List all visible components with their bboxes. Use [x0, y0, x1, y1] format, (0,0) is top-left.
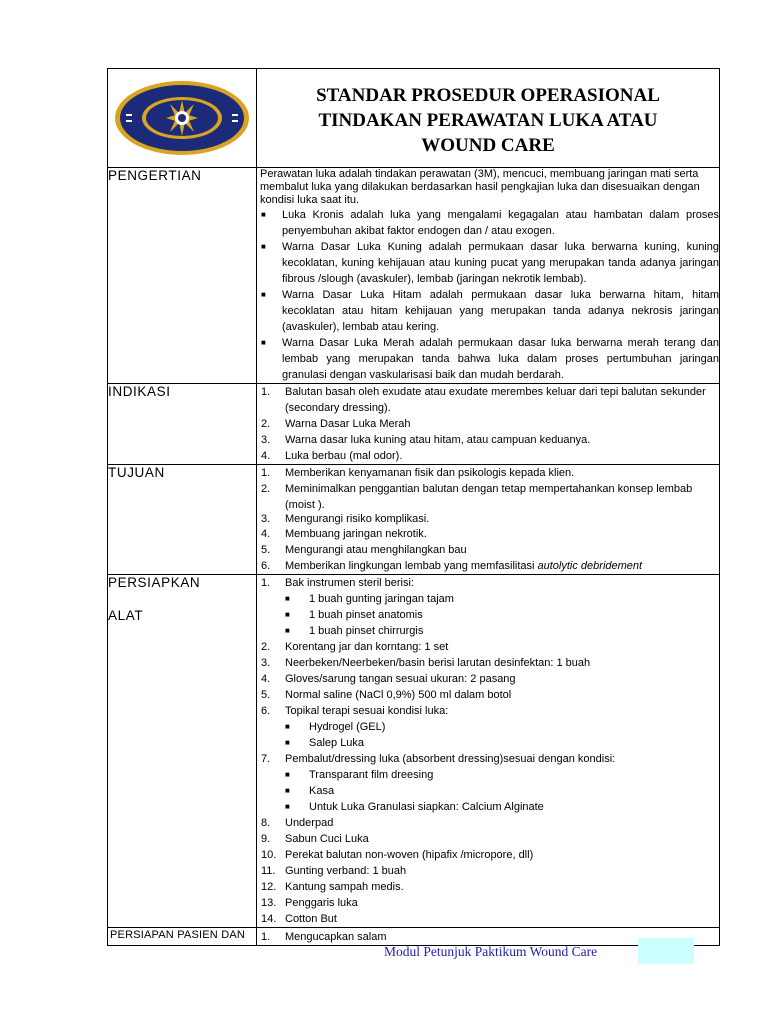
- list-item: ■ Warna Dasar Luka Merah adalah permukaan dasar luka berwarna merah terang dan lembab yang merupakan tanda bahwa luka dalam proses pertumbuhan jaringan granulasi dengan vaskularisasi baik dan mudah berdarah.: [261, 337, 719, 381]
- bullet-icon: ■: [285, 802, 290, 811]
- list-item: 1. Mengucapkan salam: [261, 931, 387, 943]
- list-item: 10. Perekat balutan non-woven (hipafix /micropore, dll): [261, 849, 534, 861]
- list-item: 3. Warna dasar luka kuning atau hitam, atau campuan keduanya.: [261, 434, 591, 446]
- bullet-icon: ■: [261, 210, 266, 219]
- list-item: 6. Memberikan lingkungan lembab yang memfasilitasi autolytic debridement: [261, 560, 643, 572]
- bullet-icon: ■: [261, 242, 266, 251]
- list-item: 4. Luka berbau (mal odor).: [261, 450, 403, 462]
- list-item: 6. Topikal terapi sesuai kondisi luka:: [261, 705, 449, 717]
- title-line-3: WOUND CARE: [421, 135, 555, 156]
- list-item: 11. Gunting verband: 1 buah: [261, 865, 407, 877]
- pengertian-content: [257, 168, 720, 384]
- tujuan-content: [257, 465, 720, 575]
- list-item: 3. Neerbeken/Neerbeken/basin berisi larutan desinfektan: 1 buah: [261, 657, 591, 669]
- logo-cell: [108, 69, 257, 168]
- sub-list-item: ■ 1 buah gunting jaringan tajam: [285, 593, 454, 605]
- tujuan-label: TUJUAN: [108, 465, 257, 575]
- list-item: 1. Balutan basah oleh exudate atau exudate merembes keluar dari tepi balutan sekunder (secondary dressing).: [261, 386, 706, 414]
- bullet-icon: ■: [285, 594, 290, 603]
- bullet-icon: ■: [285, 738, 290, 747]
- persiapan-pasien-label: PERSIAPAN PASIEN DAN: [108, 928, 257, 946]
- university-logo: [112, 78, 252, 158]
- title-line-1: STANDAR PROSEDUR OPERASIONAL: [316, 85, 660, 106]
- list-item: 7. Pembalut/dressing luka (absorbent dressing)sesuai dengan kondisi:: [261, 753, 616, 765]
- bullet-icon: ■: [285, 610, 290, 619]
- sub-list-item: ■ Untuk Luka Granulasi siapkan: Calcium Alginate: [285, 801, 544, 813]
- persiapan-alat-label: PERSIAPKAN ALAT: [108, 575, 257, 928]
- list-item: 13. Penggaris luka: [261, 897, 358, 909]
- bullet-icon: ■: [285, 770, 290, 779]
- list-item: 5. Normal saline (NaCl 0,9%) 500 ml dalam botol: [261, 689, 512, 701]
- sub-list-item: ■ 1 buah pinset anatomis: [285, 609, 423, 621]
- bullet-icon: ■: [261, 290, 266, 299]
- list-item: ■ Warna Dasar Luka Kuning adalah permukaan dasar luka berwarna kuning, kuning kecoklatan, kuning kehijauan atau kuning pucat yang merupakan tanda adanya jaringan fibrous /slough (avaskuler), lembab (jaringan nekrotik lembab).: [261, 241, 719, 285]
- sub-list-item: ■ Transparant film dreesing: [285, 769, 434, 781]
- list-item: 9. Sabun Cuci Luka: [261, 833, 369, 845]
- list-item: 1. Memberikan kenyamanan fisik dan psikologis kepada klien.: [261, 467, 575, 479]
- indikasi-label: INDIKASI: [108, 384, 257, 465]
- list-item: 2. Warna Dasar Luka Merah: [261, 418, 411, 430]
- persiapan-alat-content: [257, 575, 720, 928]
- footer-text: Modul Petunjuk Paktikum Wound Care: [384, 944, 598, 959]
- list-item: 2. Korentang jar dan korntang: 1 set: [261, 641, 449, 653]
- indikasi-content: [257, 384, 720, 465]
- list-item: 8. Underpad: [261, 817, 334, 829]
- sub-list-item: ■ 1 buah pinset chirrurgis: [285, 625, 424, 637]
- list-item: 4. Gloves/sarung tangan sesuai ukuran: 2 pasang: [261, 673, 516, 685]
- list-item: 3. Mengurangi risiko komplikasi.: [261, 513, 430, 525]
- sop-table: [107, 68, 720, 946]
- sub-list-item: ■ Salep Luka: [285, 737, 365, 749]
- list-item: 1. Bak instrumen steril berisi:: [261, 577, 414, 589]
- bullet-icon: ■: [285, 786, 290, 795]
- document-title: [257, 69, 720, 168]
- pengertian-label: PENGERTIAN: [108, 168, 257, 384]
- list-item: 4. Membuang jaringan nekrotik.: [261, 528, 427, 540]
- bullet-icon: ■: [285, 626, 290, 635]
- pengertian-intro: Perawatan luka adalah tindakan perawatan (3M), mencuci, membuang jaringan mati serta membalut luka yang dilakukan berdasarkan hasil pengkajian luka dan disesuaikan dengan kondisi luka saat itu.: [260, 168, 700, 206]
- bullet-icon: ■: [285, 722, 290, 731]
- list-item: ■ Warna Dasar Luka Hitam adalah permukaan dasar luka berwarna hitam, hitam kecoklatan atau hitam kehijauan yang merupakan tanda adanya nekrosis jaringan (avaskuler), lembab atau kering.: [261, 289, 719, 333]
- sub-list-item: ■ Kasa: [285, 785, 335, 797]
- list-item: 12. Kantung sampah medis.: [261, 881, 404, 893]
- bullet-icon: ■: [261, 338, 266, 347]
- list-item: 14. Cotton But: [261, 913, 337, 925]
- sub-list-item: ■ Hydrogel (GEL): [285, 721, 386, 733]
- list-item: 5. Mengurangi atau menghilangkan bau: [261, 544, 467, 556]
- list-item: ■ Luka Kronis adalah luka yang mengalami kegagalan atau hambatan dalam proses penyembuhan akibat faktor endogen dan / atau exogen.: [261, 209, 719, 237]
- title-line-2: TINDAKAN PERAWATAN LUKA ATAU: [318, 110, 658, 131]
- footer-highlight-box: [638, 938, 694, 964]
- list-item: 2. Meminimalkan penggantian balutan dengan tetap mempertahankan konsep lembab (moist ).: [261, 483, 693, 511]
